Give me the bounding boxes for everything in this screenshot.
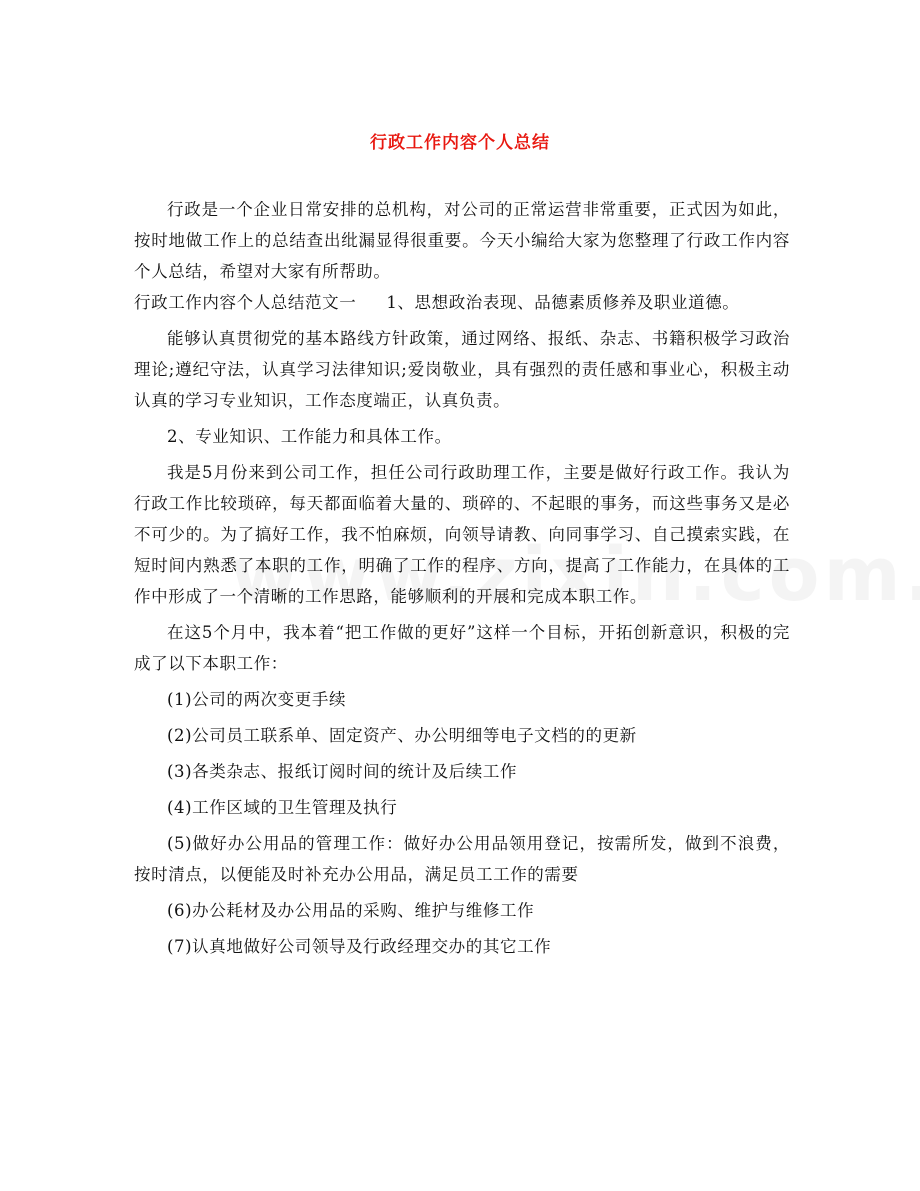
- sample-heading-line: [134, 287, 790, 318]
- list-item: (3)各类杂志、报纸订阅时间的统计及后续工作: [167, 762, 518, 781]
- list-item: (4)工作区域的卫生管理及执行: [167, 798, 398, 817]
- list-item: (1)公司的两次变更手续: [167, 690, 347, 709]
- intro-paragraph: 行政是一个企业日常安排的总机构，对公司的正常运营非常重要，正式因为如此，按时地做工作上的总结查出纰漏显得很重要。今天小编给大家为您整理了行政工作内容个人总结，希望对大家有所帮助。: [134, 200, 790, 281]
- section2-intro: 在这5个月中，我本着“把工作做的更好”这样一个目标，开拓创新意识，积极的完成了以下本职工作：: [134, 623, 790, 673]
- list-item: (2)公司员工联系单、固定资产、办公明细等电子文档的的更新: [167, 726, 637, 745]
- section2-heading: 2、专业知识、工作能力和具体工作。: [167, 427, 452, 446]
- section2-paragraph: 我是5月份来到公司工作，担任公司行政助理工作，主要是做好行政工作。我认为行政工作比较琐碎，每天都面临着大量的、琐碎的、不起眼的事务，而这些事务又是必不可少的。为了搞好工作，我不怕麻烦，向领导请教、向同事学习、自己摸索实践，在短时间内熟悉了本职的工作，明确了工作的程序、方向，提高了工作能力，在具体的工作中形成了一个清晰的工作思路，能够顺利的开展和完成本职工作。: [134, 463, 790, 606]
- document-title: 行政工作内容个人总结: [370, 133, 550, 153]
- section1-heading: 1、思想政治表现、品德素质修养及职业道德。: [386, 293, 740, 312]
- list-item: (7)认真地做好公司领导及行政经理交办的其它工作: [167, 937, 552, 956]
- section1-paragraph: 能够认真贯彻党的基本路线方针政策，通过网络、报纸、杂志、书籍积极学习政治理论;遵纪守法，认真学习法律知识;爱岗敬业，具有强烈的责任感和事业心，积极主动认真的学习专业知识，工作态度端正，认真负责。: [134, 329, 790, 410]
- list-item: (5)做好办公用品的管理工作：做好办公用品领用登记，按需所发，做到不浪费，按时清点，以便能及时补充办公用品，满足员工工作的需要: [134, 834, 790, 884]
- sample-heading: 行政工作内容个人总结范文一: [134, 293, 357, 312]
- document-body: [134, 194, 790, 962]
- list-item: (6)办公耗材及办公用品的采购、维护与维修工作: [167, 901, 535, 920]
